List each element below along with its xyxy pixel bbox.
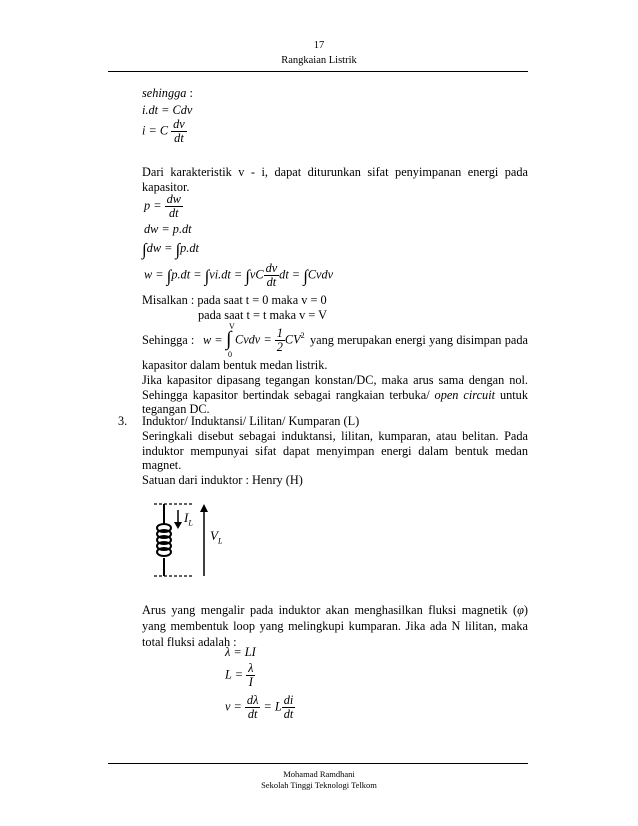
fraction: $\frac{di}{dt}$ [283,693,294,721]
satuan-induktor: Satuan dari induktor : Henry (H) [142,473,303,487]
paragraph-karakteristik: Dari karakteristik v - i, dapat diturunkan sifat penyimpanan energi pada kapasitor. [142,165,528,194]
equation-dw-pdt: dw = p.dt [144,222,192,236]
integral-sign: ∫ [226,328,232,350]
page-number: 17 [313,40,325,51]
fraction: $\frac{d\lambda}{dt}$ [246,693,259,721]
paragraph-fluksi: Arus yang mengalir pada induktor akan menghasilkan fluksi magnetik (φ) yang membentuk loop yang melingkupi kumparan. Jika ada N lilitan, maka total fluksi adalah : [142,603,528,649]
coil-icon [157,524,171,556]
upper-limit: V [229,322,235,331]
paragraph-induktansi: Seringkali disebut sebagai induktansi, lilitan, kumparan, atau belitan. Pada induktor mempunyai sifat dapat menyimpan energi dalam bentuk medan magnet. [142,429,528,472]
fraction: $\frac{\lambda}{I}$ [248,661,254,689]
fraction: $\frac{dv}{dt}$ [173,117,185,145]
misalkan-line-2: pada saat t = t maka v = V [198,308,328,322]
chapter-title: Rangkaian Listrik [281,55,357,66]
equation-p-dwdt: p = $\frac{dw}{dt}$ [144,192,181,220]
paragraph-medan-listrik: kapasitor dalam bentuk medan listrik. [142,358,328,372]
misalkan-line-1: Misalkan : pada saat t = 0 maka v = 0 [142,293,327,307]
yang-merupakan-text: yang merupakan energi yang disimpan pada [310,333,528,347]
paragraph-dc: Jika kapasitor dipasang tegangan konstan/DC, maka arus sama dengan nol. Sehingga kapasitor bertindak sebagai rangkaian terbuka/ open circuit untuk tegangan DC. [142,373,528,416]
list-number-3: 3. [118,414,128,428]
equation-half-cv2: Cvdv = $\frac{1}{2}$ $CV^2$ [235,326,305,354]
footer-author: Mohamad Ramdhani [283,769,355,779]
footer-institution: Sekolah Tinggi Teknologi Telkom [261,780,377,790]
section-title-induktor: Induktor/ Induktansi/ Lilitan/ Kumparan (L) [142,414,360,428]
inductor-figure [142,496,240,586]
lower-limit: 0 [228,350,232,359]
header-rule [108,71,528,72]
voltage-label: $V_L$ [210,528,223,546]
sehingga-label: sehingga : [142,86,193,100]
sehingga-label-2: Sehingga : [142,333,195,347]
equation-energy-integral: w = ∫p.dt = ∫vi.dt = ∫vC $\frac{dv}{dt}$ dt = ∫Cvdv [144,261,334,289]
equation-l-lambda-i: L = $\frac{\lambda}{I}$ [225,661,254,689]
equation-v-dlambda: v = $\frac{d\lambda}{dt}$ = L $\frac{di}{dt}$ [225,693,294,721]
footer-rule [108,763,528,764]
current-label: $I_L$ [184,510,193,528]
equation-lambda-li: λ = LI [225,645,256,659]
fraction: $\frac{1}{2}$ [276,326,283,354]
equation-definite-integral: w = V ∫ 0 [203,322,235,359]
fraction: $\frac{dw}{dt}$ [166,192,181,220]
equation-i-cdvdt: i = C $\frac{dv}{dt}$ [142,117,185,145]
equation-idt: i.dt = Cdv [142,103,193,117]
fraction: $\frac{dv}{dt}$ [265,261,278,289]
equation-integral-dw: ∫dw = ∫p.dt [142,240,199,259]
